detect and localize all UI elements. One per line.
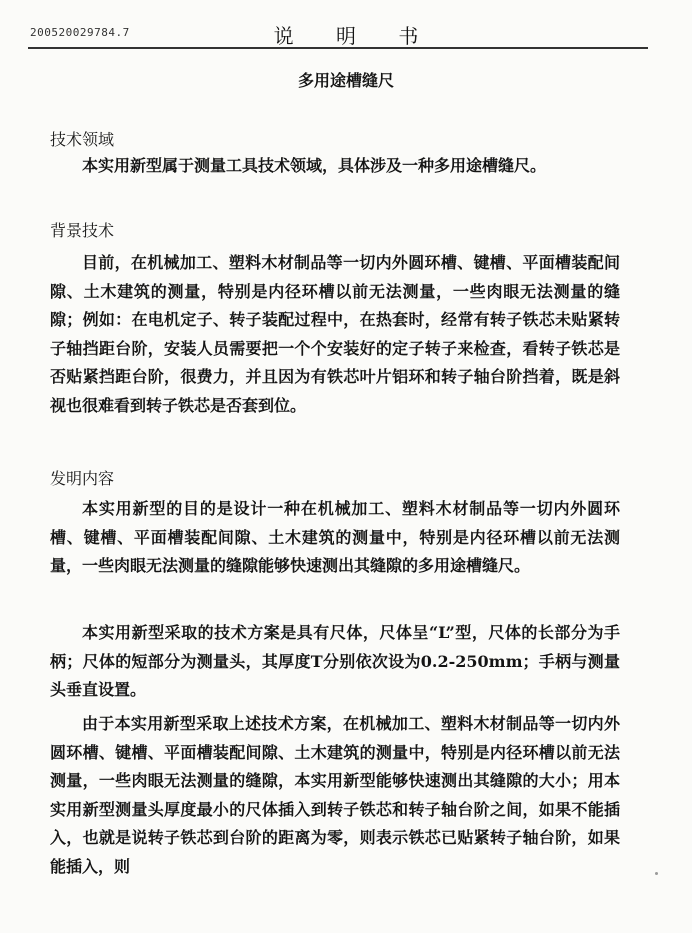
section-heading-summary: 发明内容 (50, 469, 115, 488)
paragraph-technical-field: 本实用新型属于测量工具技术领域，具体涉及一种多用途槽缝尺。 (82, 156, 547, 175)
paragraph-summary-purpose: 本实用新型的目的是设计一种在机械加工、塑料木材制品等一切内外圆环槽、键槽、平面槽装配间隙、土木建筑的测量中，特别是内径环槽以前无法测量，一些肉眼无法测量的缝隙能够快速测出其缝隙的多用途槽缝尺。 (50, 499, 620, 575)
header-rule (28, 47, 648, 49)
paragraph-summary-solution: 本实用新型采取的技术方案是具有尺体，尺体呈“L”型，尺体的长部分为手柄；尺体的短部分为测量头，其厚度T分别依次设为0.2-250mm；手柄与测量头垂直设置。 (50, 623, 620, 699)
paragraph-background: 目前，在机械加工、塑料木材制品等一切内外圆环槽、键槽、平面槽装配间隙、土木建筑的测量，特别是内径环槽以前无法测量，一些肉眼无法测量的缝隙；例如：在电机定子、转子装配过程中，在热套时，经常有转子铁芯未贴紧转子轴挡距台阶，安装人员需要把一个个安装好的定子转子来检查，看转子铁芯是否贴紧挡距台阶，很费力，并且因为有铁芯叶片铝环和转子轴台阶挡着，既是斜视也很难看到转子铁芯是否套到位。 (50, 253, 620, 415)
paragraph-summary-effect: 由于本实用新型采取上述技术方案，在机械加工、塑料木材制品等一切内外圆环槽、键槽、平面槽装配间隙、土木建筑的测量中，特别是内径环槽以前无法测量，一些肉眼无法测量的缝隙，本实用新型能够快速测出其缝隙的大小；用本实用新型测量头厚度最小的尺体插入到转子铁芯和转子轴台阶之间，如果不能插入，也就是说转子铁芯到台阶的距离为零，则表示铁芯已贴紧转子轴台阶，如果能插入，则 (50, 714, 620, 876)
section-heading-background: 背景技术 (50, 221, 115, 240)
section-heading-technical-field: 技术领域 (50, 130, 115, 149)
document-type-heading: 说 明 书 (273, 24, 437, 48)
document-title: 多用途槽缝尺 (297, 71, 394, 90)
application-number: 200520029784.7 (30, 26, 130, 39)
scan-speck (655, 872, 658, 875)
